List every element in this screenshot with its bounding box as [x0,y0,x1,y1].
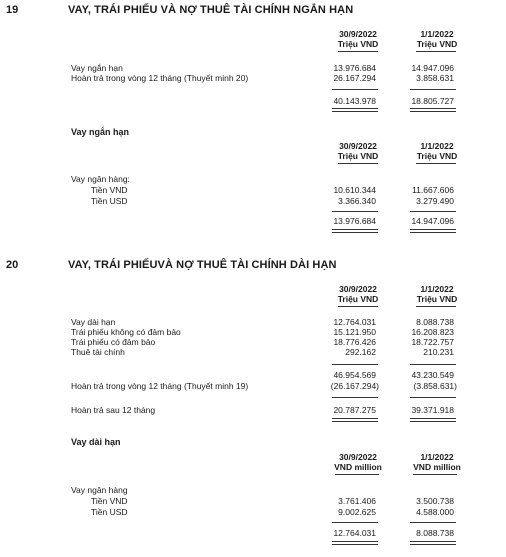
s19-t1-col2-unit: Triệu VND [416,39,458,49]
s19-t2-row-value: 11.667.606 [412,185,454,195]
s20-t1-col2-unit: Triệu VND [416,294,458,304]
s20-t2-col2-sum-rule [410,522,456,523]
s19-t1-col1-sum-rule [332,89,378,90]
s20-t1-subtotal: 43.230.549 [411,370,454,380]
s20-t1-row-value: 18.776.426 [333,337,376,347]
s20-t2-row-label: Tiền USD [91,507,128,517]
s19-t1-col2-total-rule [410,108,456,112]
s19-t2-col1-total-rule [332,229,378,233]
s20-t1-subtotal: 46.954.569 [333,370,376,380]
s19-t1-row-label: Hoàn trả trong vòng 12 tháng (Thuyết minh 20) [71,73,249,83]
s19-t2-row-label: Tiền VND [91,185,128,195]
s20-t1-row-label: Vay dài hạn [71,317,116,327]
s20-t1-row-value: 210.231 [423,347,454,357]
s20-t2-row-value: 3.761.406 [338,496,376,506]
s19-t1-row-label: Vay ngắn hạn [71,63,123,73]
s20-t1-row-label: Thuê tài chính [71,347,125,357]
section-19-number: 19 [6,4,19,16]
s19-t1-total: 40.143.978 [333,96,376,106]
s20-t1-less-value: (3.858.631) [413,381,457,391]
s19-t1-col2-date: 1/1/2022 [420,29,454,39]
s19-t1-row-value: 14.947.096 [411,63,454,73]
s20-t2-col2-unit: VND million [413,462,461,472]
s20-t1-col2-total-rule [410,418,456,422]
s19-t2-col1-date: 30/9/2022 [339,141,377,151]
s19-t2-row-value: 3.279.490 [416,196,454,206]
s20-t2-row-label: Tiền VND [91,496,128,506]
s20-t2-col1-sum-rule [332,522,378,523]
s19-t1-col2-sum-rule [410,89,456,90]
s19-t1-col1-total-rule [332,108,378,112]
s19-t1-row-value: 26.167.294 [333,73,376,83]
s20-t1-row-value: 18.722.757 [411,337,454,347]
s19-t2-subtitle: Vay ngắn hạn [71,127,130,137]
s19-t2-group-label: Vay ngân hàng: [71,174,130,184]
s19-t2-total: 13.976.684 [333,216,376,226]
s20-t1-col2-less-rule [410,397,456,398]
s20-t2-group-label: Vay ngân hàng [71,485,128,495]
section-19-title: VAY, TRÁI PHIẾU VÀ NỢ THUÊ TÀI CHÍNH NGẮN HẠN [68,4,354,16]
s20-t1-row-value: 16.208.823 [411,327,454,337]
s20-t2-row-value: 9.002.625 [338,507,376,517]
s20-t1-col1-less-rule [332,397,378,398]
s20-t1-col1-unit: Triệu VND [337,294,379,304]
s20-t1-after-label: Hoàn trả sau 12 tháng [71,405,156,415]
s20-t1-row-label: Trái phiếu có đảm bảo [71,337,156,347]
s20-t1-row-value: 8.088.738 [416,317,454,327]
s19-t2-col1-unit: Triệu VND [337,151,379,161]
section-20-title: VAY, TRÁI PHIẾUVÀ NỢ THUÊ TÀI CHÍNH DÀI HẠN [68,259,337,271]
s19-t1-row-value: 13.976.684 [333,63,376,73]
s19-t1-col2-header-rule [416,51,456,52]
s19-t2-row-label: Tiền USD [91,196,128,206]
s19-t2-total: 14.947.096 [411,216,454,226]
s19-t2-col2-unit: Triệu VND [416,151,458,161]
s20-t2-col1-unit: VND million [334,462,382,472]
s20-t1-col2-date: 1/1/2022 [420,284,454,294]
s20-t2-col2-date: 1/1/2022 [420,452,454,462]
s20-t1-row-value: 15.121.950 [333,327,376,337]
s19-t2-col2-total-rule [410,229,456,233]
s20-t1-col1-total-rule [332,418,378,422]
s19-t1-row-value: 3.858.631 [416,73,454,83]
s19-t1-col1-unit: Triệu VND [337,39,379,49]
s20-t1-col2-header-rule [416,306,456,307]
s20-t1-row-label: Trái phiếu không có đảm bảo [71,327,181,337]
s20-t1-col1-header-rule [338,306,378,307]
s20-t2-col1-total-rule [332,541,378,545]
s19-t2-col2-sum-rule [410,211,456,212]
s19-t2-col1-header-rule [338,163,378,164]
s20-t2-col1-date: 30/9/2022 [339,452,377,462]
s20-t2-subtitle: Vay dài hạn [71,437,121,447]
s20-t2-total: 8.088.738 [416,528,454,538]
s20-t1-col1-sum-rule [332,364,378,365]
s19-t1-total: 18.805.727 [411,96,454,106]
s19-t2-row-value: 10.610.344 [333,185,376,195]
s19-t2-row-value: 3.366.340 [338,196,376,206]
s19-t1-col1-header-rule [338,51,378,52]
s20-t1-after-value: 20.787.275 [333,405,376,415]
s19-t2-col2-header-rule [416,163,456,164]
s20-t2-col2-total-rule [410,541,456,545]
s20-t2-col2-header-rule [413,474,457,475]
s20-t1-row-value: 12.764.031 [333,317,376,327]
s20-t1-col1-date: 30/9/2022 [339,284,377,294]
s20-t1-less-label: Hoàn trả trong vòng 12 tháng (Thuyết minh 19) [71,381,249,391]
s19-t2-col2-date: 1/1/2022 [420,141,454,151]
s20-t1-col2-sum-rule [410,364,456,365]
s19-t1-col1-date: 30/9/2022 [339,29,377,39]
section-20-number: 20 [6,259,19,271]
s20-t1-after-value: 39.371.918 [411,405,454,415]
s20-t1-row-value: 292.162 [345,347,376,357]
s20-t1-less-value: (26.167.294) [330,381,379,391]
s20-t2-col1-header-rule [335,474,379,475]
s20-t2-total: 12.764.031 [333,528,376,538]
s19-t2-col1-sum-rule [332,211,378,212]
s20-t2-row-value: 3.500.738 [416,496,454,506]
s20-t2-row-value: 4.588.000 [416,507,454,517]
